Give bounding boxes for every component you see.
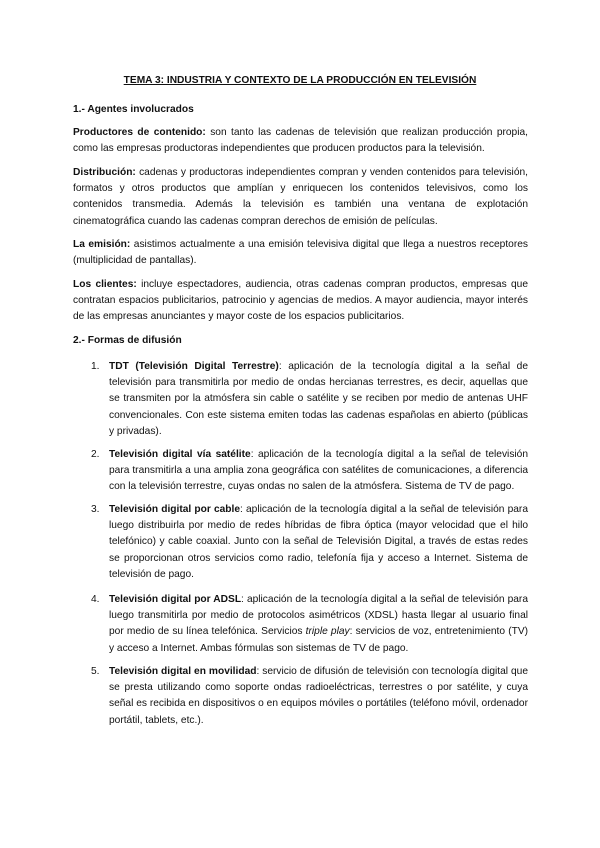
term-satelite: Televisión digital vía satélite — [109, 449, 251, 460]
paragraph-clientes — [73, 277, 528, 326]
list-body — [109, 502, 528, 583]
text-movilidad: : servicio de difusión de televisión con tecnología digital que se presta utilizando como soporte ondas radioeléctricas, terrestres o por satélite, y cuya señal es recibida en dispositivos o en equipos móviles o portátiles (teléfono móvil, ordenador portátil, tablets, etc.). — [109, 666, 529, 726]
text-adsl-after: : servicios de voz, entretenimiento (TV) y acceso a Internet. Ambas fórmulas son sistemas de TV de pago. — [109, 626, 529, 654]
list-number: 3. — [91, 504, 100, 515]
section-heading-agentes: 1.- Agentes involucrados — [73, 104, 194, 115]
paragraph-distribucion — [73, 165, 528, 230]
list-number: 4. — [91, 594, 100, 605]
term-distribucion: Distribución: — [73, 167, 136, 178]
term-tdt: TDT (Televisión Digital Terrestre) — [109, 361, 279, 372]
term-clientes: Los clientes: — [73, 279, 137, 290]
list-number: 1. — [91, 361, 100, 372]
text-distribucion: cadenas y productoras independientes compran y venden contenidos para televisión, formatos y otros productos que amplían y enriquecen los contenidos televisivos, como los contenidos transmedia. Además la televisión es también una ventana de explotación cinematográfica cuando las cadenas compran derechos de emisión de películas. — [73, 167, 528, 227]
list-body — [109, 592, 528, 657]
text-tdt: : aplicación de la tecnología digital a la señal de televisión para transmitirla por medio de ondas hercianas terrestres, es decir, aquellas que se transmiten por la atmósfera sin cable o satélite y se reciben por medio de antenas UHF convencionales. Con este sistema emiten todas las cadenas españolas en abierto (públicas y privadas). — [109, 361, 528, 437]
text-satelite: : aplicación de la tecnología digital a la señal de televisión para transmitirla a una amplia zona geográfica con satélites de comunicaciones, a diferencia con la televisión terrestre, cuyas ondas no salen de la atmósfera. Sistema de TV de pago. — [109, 449, 529, 493]
list-body — [109, 664, 528, 729]
text-productores: son tanto las cadenas de televisión que realizan producción propia, como las empresas productoras independientes que producen productos para la televisión. — [73, 127, 528, 155]
term-movilidad: Televisión digital en movilidad — [109, 666, 257, 677]
list-body — [109, 359, 528, 440]
list-number: 2. — [91, 449, 100, 460]
list-body — [109, 447, 528, 496]
text-adsl-italic: triple play — [305, 626, 350, 638]
section-heading-formas: 2.- Formas de difusión — [73, 335, 182, 346]
text-clientes: incluye espectadores, audiencia, otras cadenas compran productos, empresas que contratan espacios publicitarios, patrocinio y agencias de medios. A mayor audiencia, mayor interés de las empresas anunciantes y mayor coste de los espacios publicitarios. — [73, 279, 528, 323]
paragraph-productores — [73, 125, 528, 157]
term-emision: La emisión: — [73, 239, 131, 250]
text-cable: : aplicación de la tecnología digital a la señal de televisión para luego distribuirla por medio de redes híbridas de fibra óptica (mayor velocidad que el hilo telefónico) y cable coaxial. Junto con la señal de Televisión Digital, a través de estas redes se proporcionan otros servicios como radio, telefonía fija y acceso a Internet. Sistema de televisión de pago. — [109, 504, 528, 580]
text-adsl-before: : aplicación de la tecnología digital a la señal de televisión para luego transmitirla por medio de protocolos asimétricos (XDSL) hasta llegar al usuario final por medio de su línea telefónica. Servicios — [109, 594, 528, 638]
term-productores: Productores de contenido: — [73, 127, 206, 138]
paragraph-emision — [73, 237, 528, 269]
list-number: 5. — [91, 666, 100, 677]
term-cable: Televisión digital por cable — [109, 504, 241, 515]
text-emision: asistimos actualmente a una emisión televisiva digital que llega a nuestros receptores (multiplicidad de pantallas). — [73, 239, 528, 267]
document-title: TEMA 3: INDUSTRIA Y CONTEXTO DE LA PRODUCCIÓN EN TELEVISIÓN — [123, 75, 477, 86]
term-adsl: Televisión digital por ADSL — [109, 594, 242, 605]
